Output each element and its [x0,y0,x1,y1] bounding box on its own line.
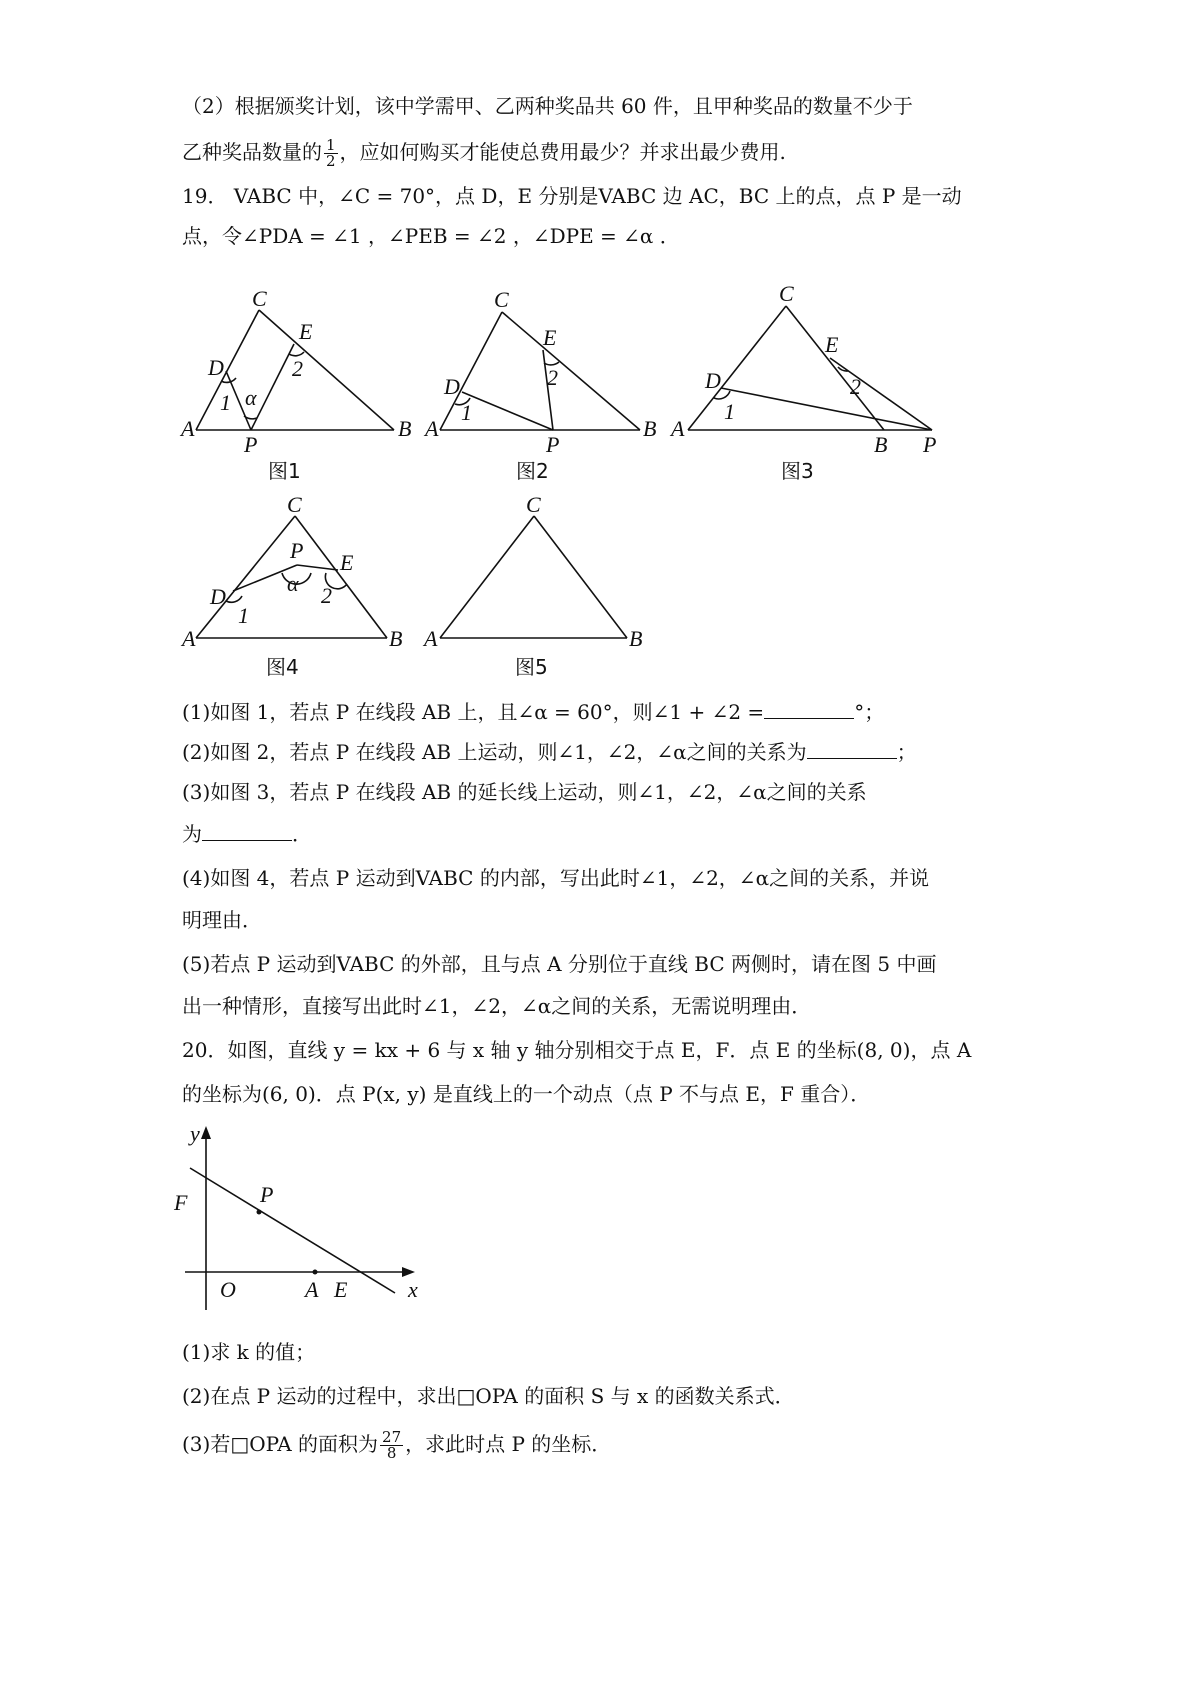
fig4-caption: 图4 [266,655,299,679]
fig2-label-e: E [543,325,557,350]
q19-sub5-line2: 出一种情形，直接写出此时∠1，∠2，∠α之间的关系，无需说明理由． [182,994,812,1018]
q20-sub3 [182,1430,611,1461]
q19-sub4-line1: (4)如图 4，若点 P 运动到VABC 的内部，写出此时∠1，∠2，∠α之间的关系，并说 [182,866,930,890]
segment-ac [440,516,534,638]
line-y-kx-6 [190,1168,395,1293]
fig5-label-c: C [526,492,541,517]
segment-pe [251,344,294,430]
fig4-label-alpha: α [287,571,299,596]
q19-sub2-text-b: ； [896,740,917,764]
fig1-label-p: P [244,432,258,457]
q20-sub3-text-b: ，求此时点 P 的坐标． [405,1432,612,1456]
fig1-label-2: 2 [292,356,303,381]
q19-sub1-text-a: (1)如图 1，若点 P 在线段 AB 上，且∠α = 60°，则∠1 + ∠2 = [182,700,765,724]
q19-sub2-text-a: (2)如图 2，若点 P 在线段 AB 上运动，则∠1，∠2，∠α之间的关系为 [182,740,807,764]
segment-cb [502,312,640,430]
fig3-label-a: A [671,416,685,441]
answer-blank [807,740,897,759]
q20-sub1: (1)求 k 的值； [182,1340,316,1364]
fraction-denominator: 8 [386,1444,397,1462]
fig3-caption: 图3 [781,459,814,483]
fig1-caption: 图1 [268,459,301,483]
fig1-label-e: E [299,319,313,344]
graph-label-y: y [190,1121,200,1146]
answer-blank [202,822,292,841]
graph-label-p: P [260,1182,274,1207]
fraction-numerator: 1 [326,136,336,154]
fig1-label-1: 1 [220,390,231,415]
graph-label-x: x [408,1277,418,1302]
fig3-label-1: 1 [724,399,735,424]
segment-dp [721,388,932,430]
fig3-label-c: C [779,281,794,306]
q20-sub2: (2)在点 P 运动的过程中，求出□OPA 的面积 S 与 x 的函数关系式． [182,1384,795,1408]
graph-label-e: E [334,1277,348,1302]
q18-part2-line2-text-b: ，应如何购买才能使总费用最少？并求出最少费用. [339,140,786,164]
segment-cb [259,310,394,430]
q18-part2-line2-text-a: 乙种奖品数量的 [182,140,322,164]
graph-label-o: O [220,1277,236,1302]
fig2-label-d: D [444,374,460,399]
fig2-caption: 图2 [516,459,549,483]
fig3-label-p: P [923,432,937,457]
fig1-label-a: A [181,416,195,441]
q20-stem-line2: 的坐标为(6, 0)．点 P(x, y) 是直线上的一个动点（点 P 不与点 E，F 重合）． [182,1082,871,1106]
fig4-label-a: A [182,626,196,651]
q19-sub3-line2 [182,820,312,848]
fig4-label-p: P [290,538,304,563]
q19-sub2 [182,738,917,766]
fraction-numerator: 27 [382,1428,402,1446]
fig3-label-2: 2 [850,374,861,399]
q20-graph [160,1120,440,1320]
q19-stem-line1: 19． VABC 中，∠C = 70°，点 D，E 分别是VABC 边 AC，BC 上的点，点 P 是一动 [182,184,962,208]
fig4-label-b: B [389,626,403,651]
fig3-label-b: B [874,432,888,457]
fig3-label-d: D [705,368,721,393]
fig5-caption: 图5 [515,655,548,679]
x-axis-arrow-icon [402,1267,415,1277]
fig4-label-2: 2 [321,583,332,608]
point-a-dot [313,1270,318,1275]
fig1-label-d: D [208,355,224,380]
segment-dp [462,392,553,430]
segment-pe [543,350,553,430]
fig5-label-b: B [629,626,643,651]
fig2-label-a: A [425,416,439,441]
fig2-label-b: B [643,416,657,441]
fig2-label-c: C [494,287,509,312]
q19-sub3-text-a: 为 [182,822,202,846]
fig2-label-p: P [546,432,560,457]
fig4-label-e: E [340,550,354,575]
graph-label-f: F [174,1190,188,1215]
q19-sub5-line1: (5)若点 P 运动到VABC 的外部，且与点 A 分别位于直线 BC 两侧时，请在图 5 中画 [182,952,937,976]
q19-sub3-line1: (3)如图 3，若点 P 在线段 AB 的延长线上运动，则∠1，∠2，∠α之间的关系 [182,780,867,804]
y-axis-arrow-icon [201,1126,211,1139]
fig1-label-b: B [398,416,412,441]
fig2-label-1: 1 [461,400,472,425]
fig4-label-d: D [210,584,226,609]
q19-sub1-text-b: °； [854,700,885,724]
q19-sub3-text-b: ． [292,822,312,846]
fraction-denominator: 2 [326,152,336,170]
q18-part2-line1: （2）根据颁奖计划，该中学需甲、乙两种奖品共 60 件，且甲种奖品的数量不少于 [182,94,913,118]
q19-stem-line2: 点，令∠PDA = ∠1 ，∠PEB = ∠2 ，∠DPE = ∠α ． [182,224,680,248]
fig1-label-alpha: α [245,385,257,410]
q19-sub4-line2: 明理由． [182,908,262,932]
q20-stem-line1: 20．如图，直线 y = kx + 6 与 x 轴 y 轴分别相交于点 E，F．点 E 的坐标(8, 0)，点 A [182,1038,972,1062]
segment-cb [534,516,627,638]
fig5-label-a: A [424,626,438,651]
fig1-label-c: C [252,286,267,311]
answer-blank [764,700,854,719]
figure-5 [440,516,627,638]
fig2-label-2: 2 [547,365,558,390]
fig4-label-1: 1 [238,603,249,628]
q19-figures [0,0,1200,700]
point-p-dot [257,1210,262,1215]
q19-sub1 [182,698,884,726]
segment-ac [688,306,786,430]
fig3-label-e: E [825,332,839,357]
fig4-label-c: C [287,492,302,517]
fraction-27-over-8 [380,1430,403,1461]
q20-sub3-text-a: (3)若□OPA 的面积为 [182,1432,379,1456]
graph-label-a: A [305,1277,319,1302]
